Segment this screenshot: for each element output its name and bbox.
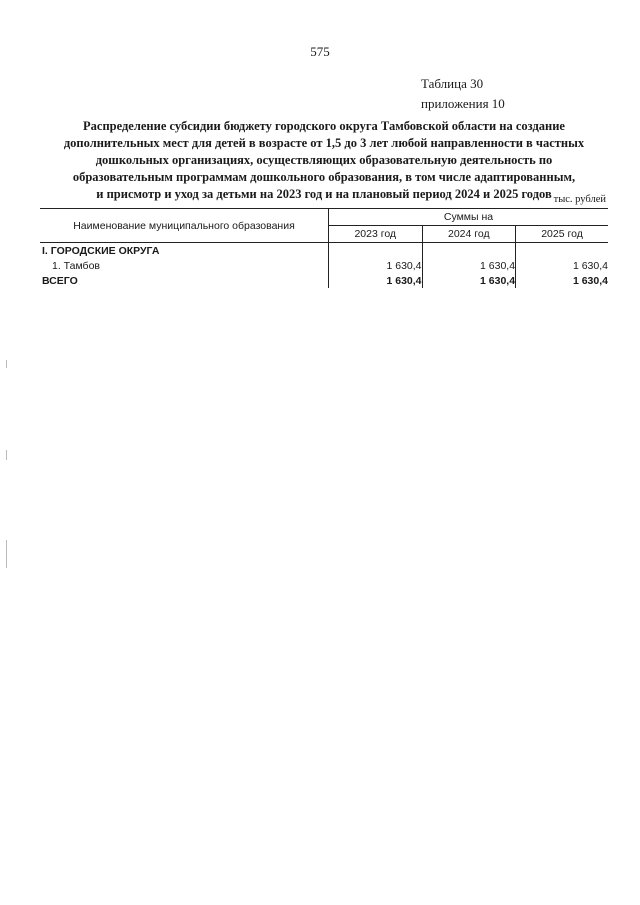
title-line: дополнительных мест для детей в возрасте от 1,5 до 3 лет любой направленности в частных bbox=[63, 136, 585, 150]
row-name: I. ГОРОДСКИЕ ОКРУГА bbox=[40, 243, 329, 259]
row-value-2023: 1 630,4 bbox=[329, 258, 423, 273]
row-value-2023: 1 630,4 bbox=[329, 273, 423, 288]
scan-margin-mark bbox=[6, 540, 7, 568]
column-header-year-2025: 2025 год bbox=[516, 226, 608, 243]
table-label: Таблица 30 bbox=[421, 76, 484, 91]
scan-margin-mark bbox=[6, 360, 7, 368]
table-row-total bbox=[40, 273, 608, 288]
table-row bbox=[40, 258, 608, 273]
page-number: 575 bbox=[310, 44, 330, 59]
row-value-2023 bbox=[329, 243, 423, 259]
column-header-year-2024: 2024 год bbox=[422, 226, 516, 243]
appendix-label: приложения 10 bbox=[421, 96, 505, 111]
row-value-2024: 1 630,4 bbox=[422, 273, 516, 288]
row-value-2024 bbox=[422, 243, 516, 259]
title-line: и присмотр и уход за детьми на 2023 год и на плановый период 2024 и 2025 годов bbox=[96, 187, 552, 201]
column-header-name: Наименование муниципального образования bbox=[40, 209, 329, 243]
scan-margin-mark bbox=[6, 450, 7, 460]
row-name: 1. Тамбов bbox=[40, 258, 329, 273]
title-line: дошкольных организациях, осуществляющих образовательную деятельность по bbox=[95, 153, 553, 167]
units-label: тыс. рублей bbox=[553, 194, 606, 205]
row-value-2024: 1 630,4 bbox=[422, 258, 516, 273]
column-header-sums: Суммы на bbox=[329, 209, 609, 226]
subsidy-table bbox=[40, 208, 608, 288]
column-header-year-2023: 2023 год bbox=[329, 226, 423, 243]
row-value-2025 bbox=[516, 243, 608, 259]
row-value-2025: 1 630,4 bbox=[572, 259, 608, 272]
row-value-2025: 1 630,4 bbox=[572, 274, 608, 287]
title-line: Распределение субсидии бюджету городского округа Тамбовской области на создание bbox=[83, 119, 565, 133]
table-row-section bbox=[40, 243, 608, 259]
title-line: образовательным программам дошкольного образования, в том числе адаптированным, bbox=[72, 170, 576, 184]
row-name: ВСЕГО bbox=[40, 273, 329, 288]
document-title bbox=[44, 118, 604, 203]
